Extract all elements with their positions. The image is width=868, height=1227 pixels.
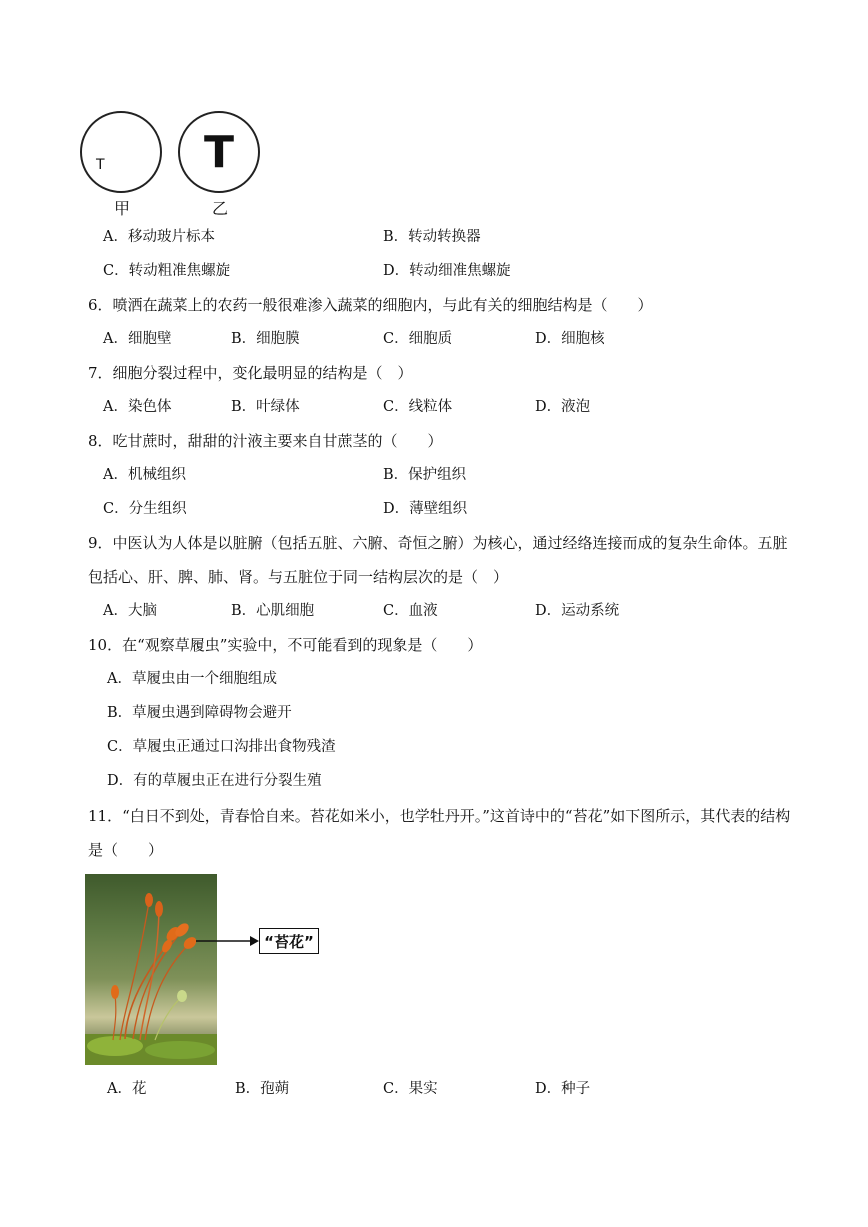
moss-flower-label: “苔花” [259,928,319,954]
q5-option-d[interactable]: D．转动细准焦螺旋 [383,263,511,279]
q10-option-d[interactable]: D．有的草履虫正在进行分裂生殖 [107,773,322,789]
q9-option-a[interactable]: A．大脑 [103,603,157,619]
q7-stem: 7．细胞分裂过程中，变化最明显的结构是（ ） [88,364,413,382]
q10-option-b[interactable]: B．草履虫遇到障碍物会避开 [107,705,292,721]
q6-option-a[interactable]: A．细胞壁 [103,331,172,347]
q11-option-b[interactable]: B．孢蒴 [235,1081,290,1097]
pointer-arrow-icon [196,934,260,948]
q11-option-d[interactable]: D．种子 [535,1081,591,1097]
q9-stem-line1: 9．中医认为人体是以脏腑（包括五脏、六腑、奇恒之腑）为核心，通过经络连接而成的复杂生命体。五脏 [88,534,788,552]
q11-option-c[interactable]: C．果实 [383,1081,438,1097]
q6-option-d[interactable]: D．细胞核 [535,331,605,347]
moss-photo [85,874,217,1065]
small-t-glyph: T [96,157,105,173]
q9-option-c[interactable]: C．血液 [383,603,438,619]
q8-option-b[interactable]: B．保护组织 [383,467,467,483]
q9-option-d[interactable]: D．运动系统 [535,603,620,619]
q9-stem-line2: 包括心、肝、脾、肺、肾。与五脏位于同一结构层次的是（ ） [88,568,509,586]
q8-option-d[interactable]: D．薄壁组织 [383,501,468,517]
q8-option-a[interactable]: A．机械组织 [103,467,186,483]
q5-option-c[interactable]: C．转动粗准焦螺旋 [103,263,231,279]
q11-option-a[interactable]: A．花 [107,1081,147,1097]
q10-option-a[interactable]: A．草履虫由一个细胞组成 [107,671,277,687]
q6-option-c[interactable]: C．细胞质 [383,331,453,347]
q10-option-c[interactable]: C．草履虫正通过口沟排出食物残渣 [107,739,336,755]
q7-option-a[interactable]: A．染色体 [103,399,172,415]
microscope-field-yi [178,111,260,193]
large-t-glyph: T [204,127,235,178]
q8-option-c[interactable]: C．分生组织 [103,501,187,517]
q5-option-b[interactable]: B．转动转换器 [383,229,481,245]
q7-option-d[interactable]: D．液泡 [535,399,591,415]
microscope-field-jia [80,111,162,193]
q7-option-c[interactable]: C．线粒体 [383,399,453,415]
q11-stem-line1: 11．“白日不到处，青春恰自来。苔花如米小，也学牡丹开。”这首诗中的“苔花”如下图所示，其代表的结构 [88,807,791,825]
caption-jia: 甲 [114,199,131,218]
q9-option-b[interactable]: B．心肌细胞 [231,603,315,619]
q11-stem-line2: 是（ ） [88,841,164,859]
q6-stem: 6．喷洒在蔬菜上的农药一般很难渗入蔬菜的细胞内，与此有关的细胞结构是（ ） [88,296,653,314]
caption-yi: 乙 [212,199,229,218]
q6-option-b[interactable]: B．细胞膜 [231,331,300,347]
q7-option-b[interactable]: B．叶绿体 [231,399,300,415]
q10-stem: 10．在“观察草履虫”实验中，不可能看到的现象是（ ） [88,636,483,654]
moss-illustration-icon [85,874,217,1065]
q8-stem: 8．吃甘蔗时，甜甜的汁液主要来自甘蔗茎的（ ） [88,432,443,450]
q5-option-a[interactable]: A．移动玻片标本 [103,229,215,245]
